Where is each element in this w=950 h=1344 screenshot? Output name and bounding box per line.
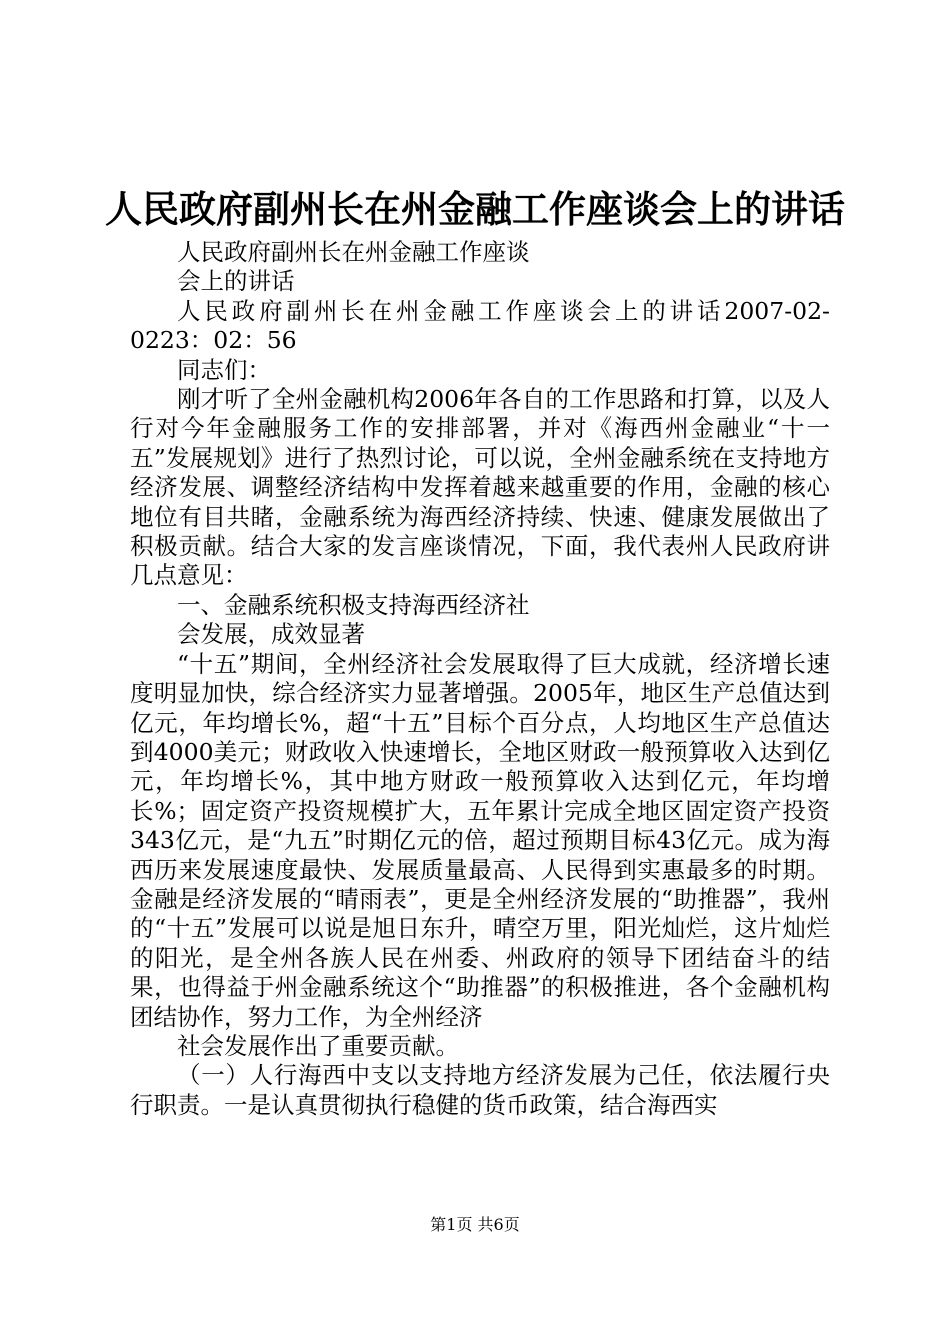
page-footer: 第1页 共6页 xyxy=(430,1215,520,1234)
document-body xyxy=(130,238,830,1120)
paragraph: 社会发展作出了重要贡献。 xyxy=(177,1031,459,1060)
paragraph: 人民政府副州长在州金融工作座谈 xyxy=(177,238,530,266)
paragraph: 会发展，成效显著 xyxy=(177,620,365,649)
paragraph: “十五”期间，全州经济社会发展取得了巨大成就，经济增长速度明显加快，综合经济实力显著增强。2005年，地区生产总值达到亿元，年均增长%，超“十五”目标个百分点，人均地区生产总值达到4000美元；财政收入快速增长，全地区财政一般预算收入达到亿元，年均增长%，其中地方财政一般预算收入达到亿元，年均增长%；固定资产投资规模扩大，五年累计完成全地区固定资产投资343亿元，是“九五”时期亿元的倍，超过预期目标43亿元。成为海西历来发展速度最快、发展质量最高、人民得到实惠最多的时期。金融是经济发展的“晴雨表”，更是全州经济发展的“助推器”，我州的“十五”发展可以说是旭日东升，晴空万里，阳光灿烂，这片灿烂的阳光，是全州各族人民在州委、州政府的领导下团结奋斗的结果，也得益于州金融系统这个“助推器”的积极推进，各个金融机构团结协作，努力工作，为全州经济 xyxy=(130,649,830,1031)
paragraph: 会上的讲话 xyxy=(177,267,295,296)
paragraph: 一、金融系统积极支持海西经济社 xyxy=(177,590,530,619)
paragraph: 刚才听了全州金融机构2006年各自的工作思路和打算，以及人行对今年金融服务工作的安排部署，并对《海西州金融业“十一五”发展规划》进行了热烈讨论，可以说，全州金融系统在支持地方经济发展、调整经济结构中发挥着越来越重要的作用，金融的核心地位有目共睹，金融系统为海西经济持续、快速、健康发展做出了积极贡献。结合大家的发言座谈情况，下面，我代表州人民政府讲几点意见： xyxy=(130,385,830,590)
paragraph: 人民政府副州长在州金融工作座谈会上的讲话2007-02-0223：02：56 xyxy=(130,296,830,355)
paragraph: （一）人行海西中支以支持地方经济发展为己任，依法履行央行职责。一是认真贯彻执行稳健的货币政策，结合海西实 xyxy=(130,1061,830,1119)
document-title: 人民政府副州长在州金融工作座谈会上的讲话 xyxy=(105,187,845,231)
paragraph: 同志们： xyxy=(177,355,271,384)
